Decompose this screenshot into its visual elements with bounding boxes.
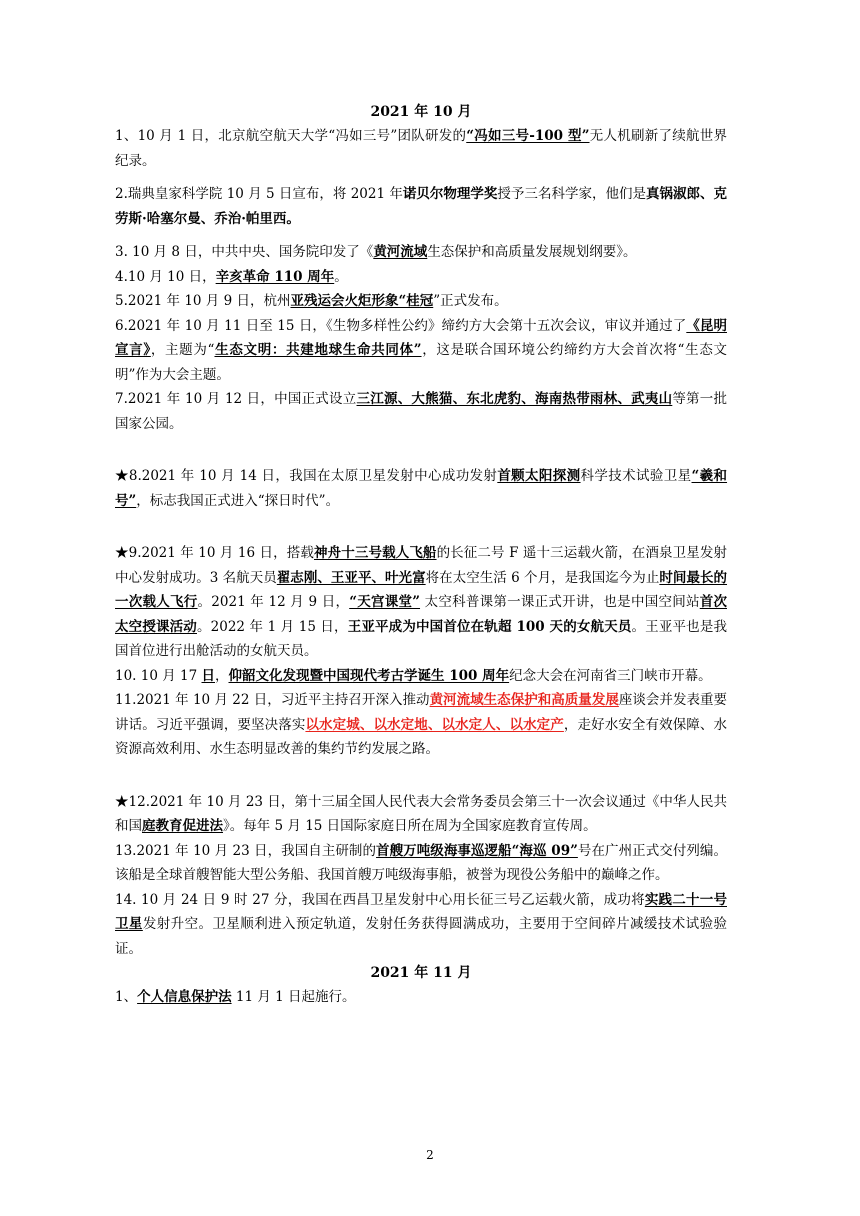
- document-page: [115, 100, 727, 1010]
- text-segment: 。王亚平也是我国首位进行出舱活动的女航天员。: [115, 618, 727, 659]
- news-item: [115, 289, 727, 314]
- month-heading: 2021 年 10 月: [370, 104, 472, 120]
- text-segment: 授予三名科学家，他们是: [497, 186, 646, 202]
- text-segment: ，走好水安全有效保障、水资源高效利用、水生态明显改善的集约节约发展之路。: [115, 716, 728, 757]
- highlighted-text: “天宫课堂”: [349, 594, 421, 610]
- highlighted-text: 庭教育促进法: [142, 818, 223, 834]
- news-item: [115, 314, 727, 388]
- text-segment: 将在太空生活 6 个月，是我国迄今为止: [425, 569, 660, 586]
- news-item: [115, 888, 727, 962]
- news-item: [115, 124, 727, 173]
- text-segment: ，: [215, 667, 229, 684]
- paragraph-spacer: [115, 173, 727, 182]
- news-item: [115, 839, 727, 888]
- text-segment: 。2021 年 12 月 9 日，: [197, 594, 350, 610]
- text-segment: ”正式发布。: [433, 293, 508, 309]
- text-segment: 11 月 1 日起施行。: [231, 989, 356, 1005]
- highlighted-text: 实践二十一号卫星: [115, 891, 727, 932]
- paragraph-spacer: [115, 436, 727, 464]
- news-item: [115, 240, 727, 265]
- text-segment: 科学技术试验卫星: [580, 468, 692, 484]
- text-segment: 4.10 月 10 日，: [115, 268, 216, 285]
- text-segment: ，主题为“: [150, 342, 215, 358]
- text-segment: 7.2021 年 10 月 12 日，中国正式设立: [115, 391, 357, 407]
- text-segment: 13.2021 年 10 月 23 日，我国自主研制的: [115, 842, 377, 859]
- highlighted-text: 仰韶文化发现暨中国现代考古学诞生 100 周年: [228, 667, 510, 684]
- text-segment: 10. 10 月 17: [115, 667, 202, 684]
- highlighted-text: 以水定城、以水定地、以水定人、以水定产: [305, 716, 564, 733]
- news-item: [115, 541, 727, 664]
- news-item: [115, 387, 727, 436]
- text-segment: 1、10 月 1 日，北京航空航天大学“冯如三号”团队研发的: [115, 128, 467, 144]
- highlighted-text: 首颗太阳探测: [497, 468, 581, 484]
- highlighted-text: 辛亥革命 110 周年: [215, 268, 335, 285]
- text-segment: 2.瑞典皇家科学院 10 月 5 日宣布，将 2021 年: [115, 186, 403, 202]
- paragraph-spacer: [115, 513, 727, 541]
- highlighted-text: 个人信息保护法: [137, 989, 232, 1005]
- text-segment: 5.2021 年 10 月 9 日，杭州: [115, 293, 291, 309]
- paragraph-spacer: [115, 231, 727, 240]
- highlighted-text: 黄河流域生态保护和高质量发展: [429, 692, 619, 708]
- news-item: [115, 664, 727, 689]
- highlighted-text: 诺贝尔物理学奖: [402, 186, 498, 202]
- paragraph-spacer: [115, 762, 727, 790]
- text-segment: 14. 10 月 24 日 9 时 27 分，我国在西昌卫星发射中心用长征三号乙运载火箭，成功将: [115, 891, 645, 908]
- text-segment: 3. 10 月 8 日，中共中央、国务院印发了《: [115, 244, 374, 260]
- text-segment: 座谈会并发表重要讲话。习近平强调，要坚决落实: [115, 692, 728, 733]
- news-item: [115, 790, 727, 839]
- news-item: [115, 182, 727, 231]
- news-item: [115, 265, 727, 290]
- text-segment: 生态保护和高质量发展规划纲要》。: [427, 244, 637, 260]
- text-segment: 6.2021 年 10 月 11 日至 15 日，《生物多样性公约》缔约方大会第十五次会议，审议并通过了: [115, 317, 687, 334]
- text-segment: 号在广州正式交付列编。该船是全球首艘智能大型公务船、我国首艘万吨级海事船，被誉为现役公务船中的巅峰之作。: [115, 842, 727, 883]
- highlighted-text: 日: [201, 667, 215, 684]
- text-segment: ★9.2021 年 10 月 16 日，搭载: [115, 545, 314, 561]
- text-segment: ，标志我国正式进入“探日时代”。: [136, 492, 340, 509]
- month-heading: 2021 年 11 月: [370, 965, 472, 981]
- highlighted-text: 亚残运会火炬形象“桂冠: [290, 293, 434, 309]
- text-segment: 无人机刷新了续航世界纪录。: [115, 128, 728, 169]
- text-segment: ，这是联合国环境公约缔约方大会首次将“生态文明”作为大会主题。: [115, 342, 728, 383]
- text-segment: 。: [334, 268, 348, 285]
- text-segment: ★8.2021 年 10 月 14 日，我国在太原卫星发射中心成功发射: [115, 468, 498, 484]
- highlighted-text: 首艘万吨级海事巡逻船“海巡 09”: [376, 842, 578, 859]
- highlighted-text: 王亚平成为中国首位在轨超 100 天的女航天员: [347, 618, 632, 635]
- news-item: [115, 464, 727, 513]
- text-segment: ★12.2021 年 10 月 23 日，第十三届全国人民代表大会常务委员会第三十一次会议通过《中华人民共和国: [115, 793, 727, 834]
- highlighted-text: 真锅淑郎、克劳斯·哈塞尔曼、乔治·帕里西。: [115, 186, 728, 227]
- text-segment: 。2022 年 1 月 15 日，: [196, 618, 348, 635]
- highlighted-text: “冯如三号-100 型”: [466, 128, 590, 144]
- news-item: [115, 688, 727, 762]
- news-item: [115, 985, 727, 1010]
- text-segment: 发射升空。卫星顺利进入预定轨道，发射任务获得圆满成功，主要用于空间碎片减缓技术试验验证。: [115, 916, 728, 957]
- text-segment: 等第一批国家公园。: [115, 391, 728, 432]
- text-segment: 》。每年 5 月 15 日国际家庭日所在周为全国家庭教育宣传周。: [223, 818, 597, 834]
- page-number: 2: [426, 1148, 434, 1162]
- highlighted-text: 首次太空授课活动: [115, 594, 727, 635]
- text-segment: 太空科普课第一课正式开讲，也是中国空间站: [420, 594, 700, 610]
- highlighted-text: 三江源、大熊猫、东北虎豹、海南热带雨林、武夷山: [356, 391, 673, 407]
- highlighted-text: 黄河流域: [373, 244, 428, 260]
- highlighted-text: 生态文明：共建地球生命共同体”: [214, 342, 422, 358]
- text-segment: 纪念大会在河南省三门峡市开幕。: [509, 667, 712, 684]
- highlighted-text: 神舟十三号载人飞船: [313, 545, 437, 561]
- highlighted-text: “羲和号”: [115, 468, 728, 509]
- text-segment: 11.2021 年 10 月 22 日，习近平主持召开深入推动: [115, 692, 430, 708]
- text-segment: 1、: [115, 989, 138, 1005]
- highlighted-text: 翟志刚、王亚平、叶光富: [276, 569, 426, 586]
- highlighted-text: 时间最长的一次载人飞行: [115, 569, 728, 610]
- highlighted-text: 《昆明宣言》: [115, 317, 727, 358]
- text-segment: 的长征二号 F 遥十三运载火箭，在酒泉卫星发射中心发射成功。3 名航天员: [115, 545, 728, 586]
